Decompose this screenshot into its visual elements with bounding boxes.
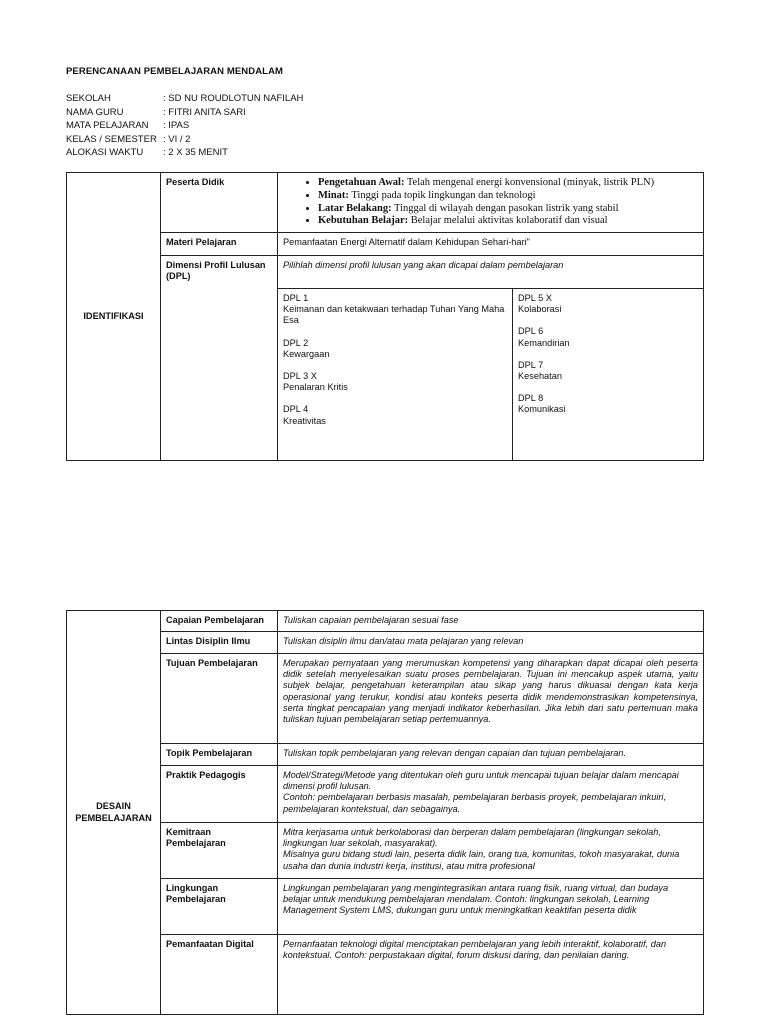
kemitraan-pembelajaran-value: Mitra kerjasama untuk berkolaborasi dan berperan dalam pembelajaran (lingkungan sekolah, lingkungan luar sekolah, masyarakat). Misalnya guru bidang studi lain, peserta didik lain, orang tua, komunitas, tokoh masyarakat, dunia usaha dan dunia industri kerja, institusi, atau mitra profesional (278, 823, 704, 879)
info-key: KELAS / SEMESTER (66, 133, 157, 145)
list-item (283, 371, 507, 393)
list-item: • Kebutuhan Belajar: Belajar melalui aktivitas kolaboratif dan visual (318, 215, 699, 228)
document-title: PERENCANAAN PEMBELAJARAN MENDALAM (66, 66, 284, 77)
list-item: • Minat: Tinggi pada topik lingkungan dan teknologi (318, 190, 699, 203)
materi-pelajaran-label: Materi Pelajaran (161, 233, 278, 256)
dpl-name: Kreativitas (283, 415, 326, 426)
dpl-name: Penalaran Kritis (283, 382, 348, 393)
info-value: : SD NU ROUDLOTUN NAFILAH (163, 93, 304, 104)
list-item (518, 293, 698, 315)
list-item (518, 326, 698, 348)
info-value: : 2 X 35 MENIT (163, 147, 228, 158)
info-value: : FITRI ANITA SARI (163, 106, 246, 118)
section-identifikasi: IDENTIFIKASI (67, 173, 161, 461)
dpl-code: DPL 6 (518, 326, 544, 337)
dpl-code: DPL 7 (518, 359, 544, 370)
lintas-disiplin-label: Lintas Disiplin Ilmu (161, 632, 278, 654)
dpl-right-column (513, 289, 704, 461)
pemanfaatan-digital-value: Pemanfaatan teknologi digital menciptakan pembelajaran yang lebih interaktif, kolaboratif, dan kontekstual. Contoh: perpustakaan digital, forum diskusi daring, dan penilaian daring. (278, 935, 704, 1015)
dpl-code: DPL 5 X (518, 293, 552, 303)
dpl-code: DPL 8 (518, 393, 544, 404)
dpl-name: Kesehatan (518, 371, 562, 382)
dpl-name: Kolaborasi (518, 304, 562, 315)
pemanfaatan-digital-label: Pemanfaatan Digital (161, 935, 278, 1015)
dpl-name: Keimanan dan ketakwaan terhadap Tuhan Yang Maha Esa (283, 304, 505, 326)
dpl-code: DPL 1 (283, 293, 309, 303)
list-item: • Latar Belakang: Tinggal di wilayah dengan pasokan listrik yang stabil (318, 203, 699, 216)
praktik-pedagogis-label: Praktik Pedagogis (161, 766, 278, 823)
dpl-name: Kemandirian (518, 337, 570, 348)
list-item (283, 404, 507, 426)
info-value: : VI / 2 (163, 133, 191, 145)
peserta-didik-list (282, 177, 699, 228)
praktik-pedagogis-value: Model/Strategi/Metode yang ditentukan oleh guru untuk mencapai tujuan belajar dalam mencapai dimensi profil lulusan. Contoh: pembelajaran berbasis masalah, pembelajaran berbasis proyek, pembelajaran inkuiri, pembelajaran kontekstual, dan sebagainya. (278, 766, 704, 823)
dpl-name: Komunikasi (518, 404, 566, 415)
lingkungan-pembelajaran-value: Lingkungan pembelajaran yang mengintegrasikan antara ruang fisik, ruang virtual, dan budaya belajar untuk mendukung pembelajaran mendalam. Contoh: lingkungan sekolah, Learning Management System LMS, dukungan guru untuk meningkatkan keaktifan peserta didik (278, 879, 704, 935)
dpl-name: Kewargaan (283, 348, 330, 359)
peserta-didik-label: Peserta Didik (161, 173, 278, 233)
capaian-pembelajaran-value: Tuliskan capaian pembelajaran sesuai fase (278, 611, 704, 632)
info-value: : IPAS (163, 120, 190, 131)
lingkungan-pembelajaran-label: Lingkungan Pembelajaran (161, 879, 278, 935)
info-key: MATA PELAJARAN (66, 120, 149, 131)
lintas-disiplin-value: Tuliskan disiplin ilmu dan/atau mata pelajaran yang relevan (278, 632, 704, 654)
list-item (283, 293, 507, 327)
dpl-code: DPL 3 X (283, 371, 317, 382)
dpl-code: DPL 2 (283, 337, 309, 348)
tujuan-pembelajaran-value: Merupakan pernyataan yang merumuskan kompetensi yang diharapkan dapat dicapai oleh peserta didik setelah menyelesaikan suatu proses pembelajaran. Tujuan ini mencakup aspek utama, yaitu subjek belajar, pengetahuan keterampilan atau sikap yang harus dikuasai dengan kata kerja operasional yang terukur, kondisi atau konteks peserta didik mendemonstrasikan kompetensinya, serta tingkat pencapaian yang menjadi indikator keberhasilan. Jika lebih dari satu pertemuan maka tuliskan tujuan pembelajaran setiap pertemuannya. (278, 654, 704, 744)
materi-pelajaran-value: Pemanfaatan Energi Alternatif dalam Kehidupan Sehari-hari" (278, 233, 704, 256)
dpl-code: DPL 4 (283, 404, 309, 415)
peserta-didik-cell (278, 173, 704, 233)
info-key: SEKOLAH (66, 93, 111, 104)
kemitraan-pembelajaran-label: Kemitraan Pembelajaran (161, 823, 278, 879)
capaian-pembelajaran-label: Capaian Pembelajaran (161, 611, 278, 632)
info-key: ALOKASI WAKTU (66, 147, 144, 158)
dpl-label: Dimensi Profil Lulusan (DPL) (161, 256, 278, 461)
list-item (518, 393, 698, 415)
info-key: NAMA GURU (66, 106, 124, 118)
list-item (518, 360, 698, 382)
desain-pembelajaran-table (66, 610, 704, 1015)
list-item (283, 338, 507, 360)
tujuan-pembelajaran-label: Tujuan Pembelajaran (161, 654, 278, 744)
identifikasi-table (66, 172, 704, 461)
topik-pembelajaran-label: Topik Pembelajaran (161, 744, 278, 766)
dpl-left-column (278, 289, 513, 461)
section-desain-pembelajaran: DESAIN PEMBELAJARAN (67, 611, 161, 1015)
topik-pembelajaran-value: Tuliskan topik pembelajaran yang relevan dengan capaian dan tujuan pembelajaran. (278, 744, 704, 766)
dpl-instruction: Pilihlah dimensi profil lulusan yang akan dicapai dalam pembelajaran (278, 256, 704, 289)
list-item: • Pengetahuan Awal: Telah mengenal energi konvensional (minyak, listrik PLN) (318, 177, 699, 190)
